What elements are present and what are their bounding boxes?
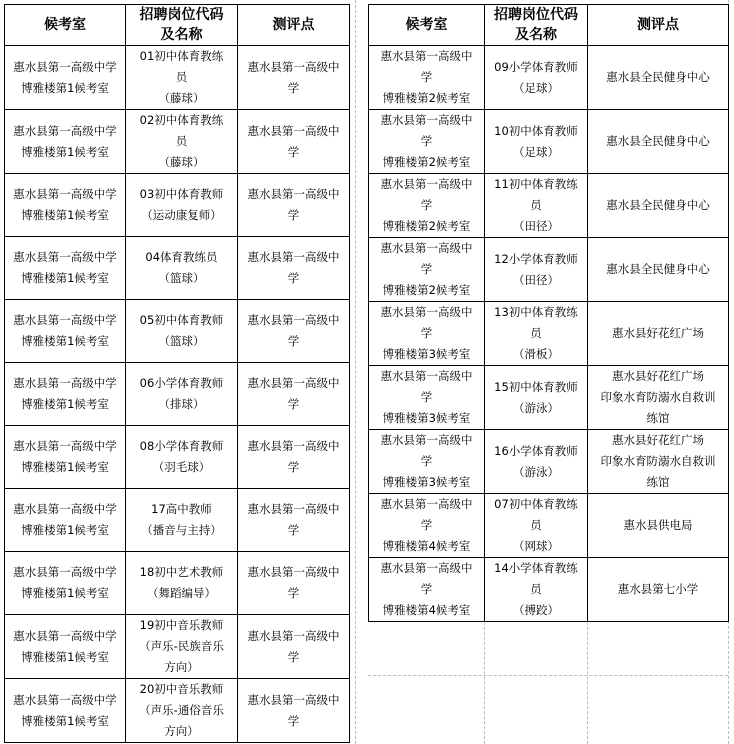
position-cell: 15初中体育教师 （游泳） (485, 366, 588, 430)
position-cell: 07初中体育教练 员 （网球） (485, 494, 588, 558)
position-cell: 18初中艺术教师 （舞蹈编导） (126, 552, 238, 615)
position-cell: 20初中音乐教师 （声乐-通俗音乐 方向） (126, 679, 238, 743)
table-row (5, 552, 350, 615)
gridline (368, 675, 728, 676)
position-cell: 01初中体育教练 员 （藤球） (126, 46, 238, 110)
test-site-cell: 惠水县第一高级中 学 (238, 237, 350, 300)
waiting-room-cell: 惠水县第一高级中学 博雅楼第1候考室 (5, 46, 126, 110)
table-row (369, 366, 729, 430)
table-row (5, 110, 350, 174)
table-row (369, 46, 729, 110)
gridline (484, 612, 485, 744)
position-cell: 04体育教练员 （篮球） (126, 237, 238, 300)
position-cell: 02初中体育教练 员 （藤球） (126, 110, 238, 174)
position-cell: 08小学体育教师 （羽毛球） (126, 426, 238, 489)
test-site-cell: 惠水县第一高级中 学 (238, 46, 350, 110)
waiting-room-cell: 惠水县第一高级中 学 博雅楼第2候考室 (369, 174, 485, 238)
waiting-room-cell: 惠水县第一高级中学 博雅楼第1候考室 (5, 489, 126, 552)
test-site-cell: 惠水县第一高级中 学 (238, 489, 350, 552)
test-site-cell: 惠水县第一高级中 学 (238, 363, 350, 426)
position-cell: 14小学体育教练 员 （搏跤） (485, 558, 588, 622)
test-site-cell: 惠水县全民健身中心 (588, 174, 729, 238)
waiting-room-cell: 惠水县第一高级中学 博雅楼第1候考室 (5, 174, 126, 237)
header-waiting-room: 候考室 (5, 5, 126, 46)
table-row (5, 174, 350, 237)
position-cell: 19初中音乐教师 （声乐-民族音乐 方向） (126, 615, 238, 679)
waiting-room-cell: 惠水县第一高级中 学 博雅楼第3候考室 (369, 366, 485, 430)
waiting-room-cell: 惠水县第一高级中 学 博雅楼第2候考室 (369, 46, 485, 110)
waiting-room-cell: 惠水县第一高级中 学 博雅楼第2候考室 (369, 110, 485, 174)
waiting-room-cell: 惠水县第一高级中学 博雅楼第1候考室 (5, 679, 126, 743)
table-row (369, 558, 729, 622)
test-site-cell: 惠水县好花红广场 印象水育防溺水自救训 练馆 (588, 430, 729, 494)
waiting-room-cell: 惠水县第一高级中 学 博雅楼第3候考室 (369, 302, 485, 366)
table-row (369, 110, 729, 174)
table-row (5, 615, 350, 679)
waiting-room-cell: 惠水县第一高级中学 博雅楼第1候考室 (5, 615, 126, 679)
table-row (5, 363, 350, 426)
position-cell: 10初中体育教师 （足球） (485, 110, 588, 174)
table-row (5, 679, 350, 743)
test-site-cell: 惠水县全民健身中心 (588, 46, 729, 110)
header-test-site: 测评点 (238, 5, 350, 46)
position-cell: 03初中体育教师 （运动康复师） (126, 174, 238, 237)
waiting-room-cell: 惠水县第一高级中 学 博雅楼第3候考室 (369, 430, 485, 494)
waiting-room-cell: 惠水县第一高级中学 博雅楼第1候考室 (5, 552, 126, 615)
table-row (5, 300, 350, 363)
waiting-room-cell: 惠水县第一高级中学 博雅楼第1候考室 (5, 110, 126, 174)
position-cell: 13初中体育教练 员 （滑板） (485, 302, 588, 366)
table-row (369, 238, 729, 302)
gridline (355, 0, 356, 744)
test-site-cell: 惠水县第一高级中 学 (238, 300, 350, 363)
waiting-room-cell: 惠水县第一高级中 学 博雅楼第2候考室 (369, 238, 485, 302)
exam-room-table-left (4, 4, 350, 743)
table-row (369, 302, 729, 366)
position-cell: 09小学体育教师 （足球） (485, 46, 588, 110)
test-site-cell: 惠水县第一高级中 学 (238, 174, 350, 237)
test-site-cell: 惠水县第七小学 (588, 558, 729, 622)
test-site-cell: 惠水县第一高级中 学 (238, 552, 350, 615)
header-position: 招聘岗位代码 及名称 (485, 5, 588, 46)
table-row (5, 46, 350, 110)
test-site-cell: 惠水县第一高级中 学 (238, 679, 350, 743)
table-header (5, 5, 350, 46)
position-cell: 17高中教师 （播音与主持） (126, 489, 238, 552)
position-cell: 12小学体育教师 （田径） (485, 238, 588, 302)
table-row (5, 237, 350, 300)
position-cell: 16小学体育教师 （游泳） (485, 430, 588, 494)
header-test-site: 测评点 (588, 5, 729, 46)
waiting-room-cell: 惠水县第一高级中学 博雅楼第1候考室 (5, 426, 126, 489)
test-site-cell: 惠水县全民健身中心 (588, 238, 729, 302)
table-header (369, 5, 729, 46)
test-site-cell: 惠水县第一高级中 学 (238, 615, 350, 679)
table-row (369, 174, 729, 238)
test-site-cell: 惠水县好花红广场 印象水育防溺水自救训 练馆 (588, 366, 729, 430)
table-row (369, 430, 729, 494)
waiting-room-cell: 惠水县第一高级中 学 博雅楼第4候考室 (369, 558, 485, 622)
position-cell: 05初中体育教师 （篮球） (126, 300, 238, 363)
exam-room-table-right (368, 4, 729, 622)
waiting-room-cell: 惠水县第一高级中 学 博雅楼第4候考室 (369, 494, 485, 558)
waiting-room-cell: 惠水县第一高级中学 博雅楼第1候考室 (5, 237, 126, 300)
table-row (5, 489, 350, 552)
test-site-cell: 惠水县第一高级中 学 (238, 426, 350, 489)
test-site-cell: 惠水县全民健身中心 (588, 110, 729, 174)
position-cell: 06小学体育教师 （排球） (126, 363, 238, 426)
test-site-cell: 惠水县第一高级中 学 (238, 110, 350, 174)
test-site-cell: 惠水县供电局 (588, 494, 729, 558)
table-row (369, 494, 729, 558)
gridline (587, 612, 588, 744)
table-row (5, 426, 350, 489)
test-site-cell: 惠水县好花红广场 (588, 302, 729, 366)
position-cell: 11初中体育教练 员 （田径） (485, 174, 588, 238)
waiting-room-cell: 惠水县第一高级中学 博雅楼第1候考室 (5, 363, 126, 426)
header-waiting-room: 候考室 (369, 5, 485, 46)
header-position: 招聘岗位代码 及名称 (126, 5, 238, 46)
waiting-room-cell: 惠水县第一高级中学 博雅楼第1候考室 (5, 300, 126, 363)
